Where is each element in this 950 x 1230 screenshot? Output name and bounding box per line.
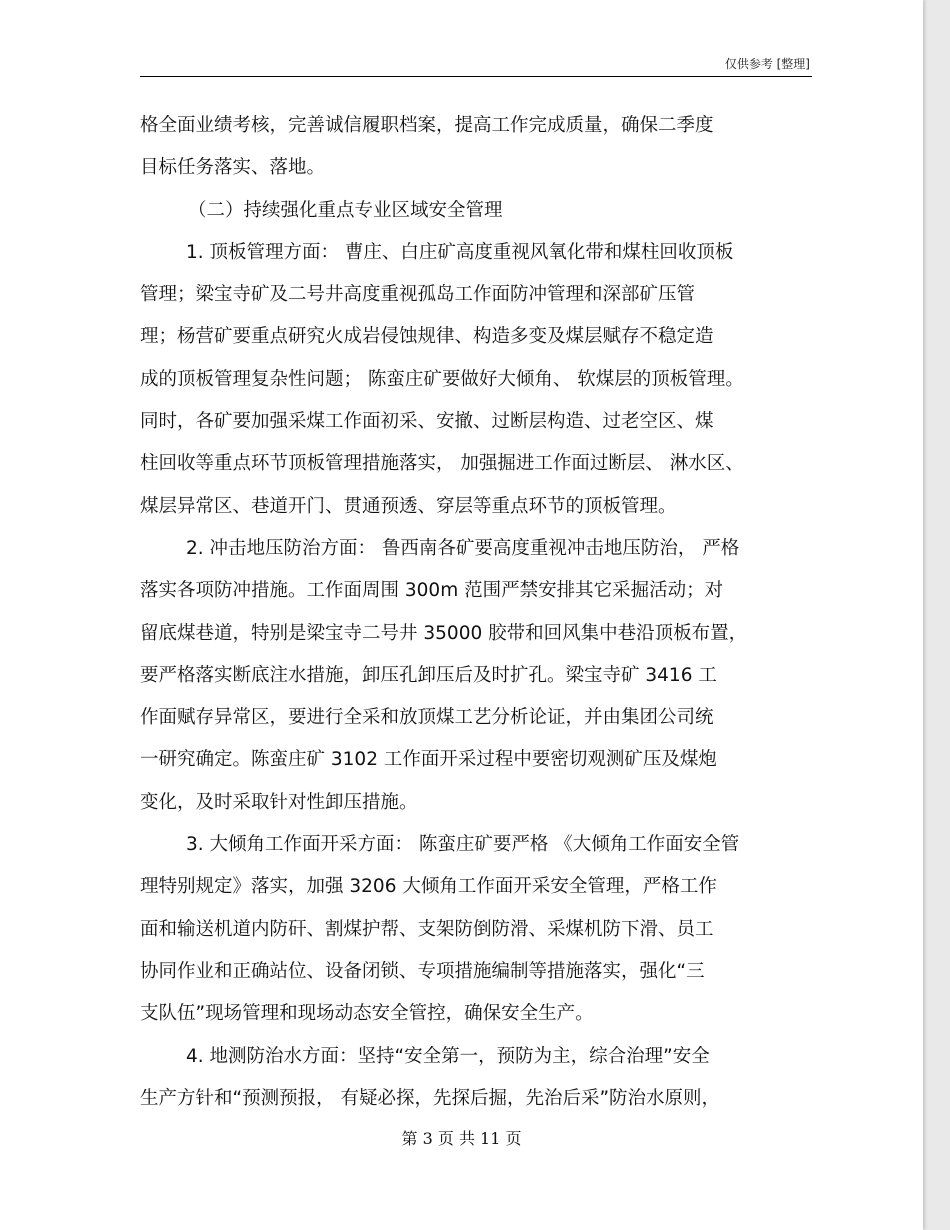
text-line: 柱回收等重点环节顶板管理措施落实， 加强掘进工作面过断层、 淋水区、 bbox=[140, 453, 744, 475]
text-line: 变化，及时采取针对性卸压措施。 bbox=[140, 791, 418, 813]
paragraph-start: 1. 顶板管理方面： 曹庄、白庄矿高度重视风氧化带和煤柱回收顶板 bbox=[186, 241, 734, 263]
text-line: 一研究确定。陈蛮庄矿 3102 工作面开采过程中要密切观测矿压及煤炮 bbox=[140, 749, 717, 771]
paragraph-start: 2. 冲击地压防治方面： 鲁西南各矿要高度重视冲击地压防治， 严格 bbox=[186, 537, 740, 559]
section-heading: （二）持续强化重点专业区域安全管理 bbox=[188, 199, 503, 221]
header-rule bbox=[140, 76, 812, 77]
text-line: 管理；梁宝寺矿及二号井高度重视孤岛工作面防冲管理和深部矿压管 bbox=[140, 284, 696, 306]
header-note: 仅供参考 [整理] bbox=[724, 57, 810, 71]
paragraph-start: 4. 地测防治水方面：坚持“安全第一，预防为主，综合治理”安全 bbox=[186, 1045, 710, 1067]
body-text bbox=[140, 105, 815, 1120]
text-line: 煤层异常区、巷道开门、贯通预透、穿层等重点环节的顶板管理。 bbox=[140, 495, 677, 517]
text-line: 格全面业绩考核，完善诚信履职档案，提高工作完成质量，确保二季度 bbox=[140, 115, 714, 136]
text-line: 作面赋存异常区，要进行全采和放顶煤工艺分析论证，并由集团公司统 bbox=[140, 707, 714, 729]
page-number-footer: 第 3 页 共 11 页 bbox=[401, 1129, 522, 1148]
text-line: 理；杨营矿要重点研究火成岩侵蚀规律、构造多变及煤层赋存不稳定造 bbox=[140, 326, 714, 348]
text-line: 支队伍”现场管理和现场动态安全管控，确保安全生产。 bbox=[140, 1003, 594, 1025]
text-line: 同时，各矿要加强采煤工作面初采、安撤、过断层构造、过老空区、煤 bbox=[140, 411, 714, 433]
text-line: 协同作业和正确站位、设备闭锁、专项措施编制等措施落实，强化“三 bbox=[140, 960, 705, 982]
text-line: 留底煤巷道，特别是梁宝寺二号井 35000 胶带和回风集中巷沿顶板布置， bbox=[140, 622, 748, 644]
text-line: 落实各项防冲措施。工作面周围 300m 范围严禁安排其它采掘活动；对 bbox=[140, 580, 724, 602]
text-line: 面和输送机道内防矸、割煤护帮、支架防倒防滑、采煤机防下滑、员工 bbox=[140, 918, 714, 940]
paragraph-start: 3. 大倾角工作面开采方面： 陈蛮庄矿要严格 《大倾角工作面安全管 bbox=[186, 834, 740, 856]
text-line: 目标任务落实、落地。 bbox=[140, 157, 326, 179]
text-line: 生产方针和“预测预报， 有疑必探，先探后掘，先治后采”防治水原则， bbox=[140, 1087, 721, 1109]
text-line: 要严格落实断底注水措施，卸压孔卸压后及时扩孔。梁宝寺矿 3416 工 bbox=[140, 664, 717, 686]
text-line: 成的顶板管理复杂性问题； 陈蛮庄矿要做好大倾角、 软煤层的顶板管理。 bbox=[140, 368, 744, 390]
text-line: 理特别规定》落实，加强 3206 大倾角工作面开采安全管理，严格工作 bbox=[140, 876, 717, 898]
